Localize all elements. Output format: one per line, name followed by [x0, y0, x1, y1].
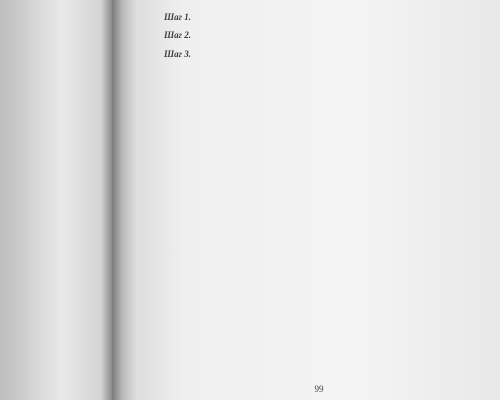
step-1: [150, 12, 486, 22]
page-number: 99: [314, 384, 324, 394]
book-spine: [112, 0, 138, 400]
right-page: [138, 0, 500, 400]
step-label: Шаг 1.: [164, 12, 191, 22]
page-body-text: [150, 4, 486, 67]
step-3: [150, 49, 486, 59]
step-2: [150, 30, 486, 40]
step-label: Шаг 3.: [164, 48, 191, 59]
left-page: [0, 0, 112, 400]
step-label: Шаг 2.: [164, 30, 191, 41]
